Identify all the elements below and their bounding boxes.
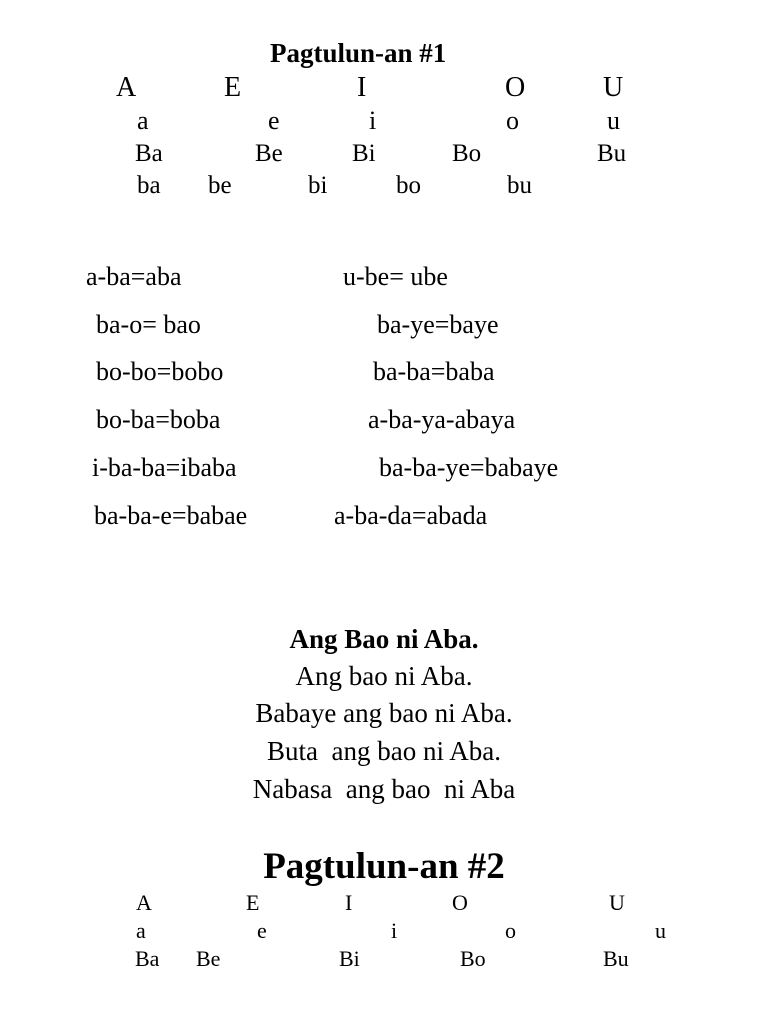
word-left: bo-ba=boba	[96, 405, 221, 434]
upper-letter: A	[116, 72, 137, 103]
lower-letter: u	[655, 918, 667, 943]
syllable-low: bi	[308, 172, 328, 199]
word-right: a-ba-da=abada	[334, 501, 488, 530]
word-left: bo-bo=bobo	[96, 357, 224, 386]
lower-letter: u	[607, 106, 620, 135]
story-line: Babaye ang bao ni Aba.	[255, 698, 513, 728]
story-line: Ang bao ni Aba.	[295, 661, 473, 691]
upper-letter: O	[505, 72, 526, 103]
syllable-cap: Be	[196, 946, 221, 971]
lower-letter: a	[137, 106, 149, 135]
upper-letter: I	[357, 72, 367, 103]
word-right: ba-ba=baba	[373, 357, 495, 386]
lower-letter: i	[369, 106, 377, 135]
word-right: a-ba-ya-abaya	[368, 405, 516, 434]
upper-letter: I	[345, 890, 354, 915]
story-line: Buta ang bao ni Aba.	[267, 736, 501, 766]
upper-letter: O	[452, 890, 469, 915]
syllable-low: ba	[137, 172, 161, 199]
word-left: ba-o= bao	[96, 310, 201, 339]
word-left: i-ba-ba=ibaba	[92, 453, 237, 482]
story-line: Nabasa ang bao ni Aba	[252, 774, 516, 804]
word-right: ba-ba-ye=babaye	[379, 453, 559, 482]
syllable-cap: Bi	[339, 946, 360, 971]
upper-letter: E	[246, 890, 261, 915]
word-left: a-ba=aba	[86, 262, 182, 291]
syllable-low: bu	[507, 172, 532, 199]
syllable-low: bo	[396, 172, 421, 199]
syllable-cap: Be	[255, 140, 283, 167]
word-left: ba-ba-e=babae	[94, 501, 248, 530]
syllable-cap: Bi	[352, 140, 376, 167]
upper-letter: U	[603, 72, 624, 103]
lower-letter: e	[268, 106, 280, 135]
lower-letter: e	[257, 918, 268, 943]
word-right: u-be= ube	[343, 262, 448, 291]
syllable-cap: Ba	[135, 140, 163, 167]
lower-letter: a	[136, 918, 147, 943]
lower-letter: o	[505, 918, 517, 943]
upper-letter: E	[224, 72, 242, 103]
upper-letter: A	[136, 890, 153, 915]
syllable-cap: Bu	[597, 140, 627, 167]
story-title: Ang Bao ni Aba.	[289, 624, 479, 654]
syllable-cap: Bo	[452, 140, 482, 167]
lower-letter: o	[506, 106, 519, 135]
syllable-low: be	[208, 172, 232, 199]
lesson1-title: Pagtulun-an #1	[270, 38, 447, 68]
syllable-cap: Bo	[460, 946, 486, 971]
upper-letter: U	[609, 890, 626, 915]
word-right: ba-ye=baye	[377, 310, 499, 339]
syllable-cap: Ba	[135, 946, 160, 971]
lower-letter: i	[391, 918, 399, 943]
syllable-cap: Bu	[603, 946, 629, 971]
lesson2-title: Pagtulun-an #2	[263, 846, 505, 887]
